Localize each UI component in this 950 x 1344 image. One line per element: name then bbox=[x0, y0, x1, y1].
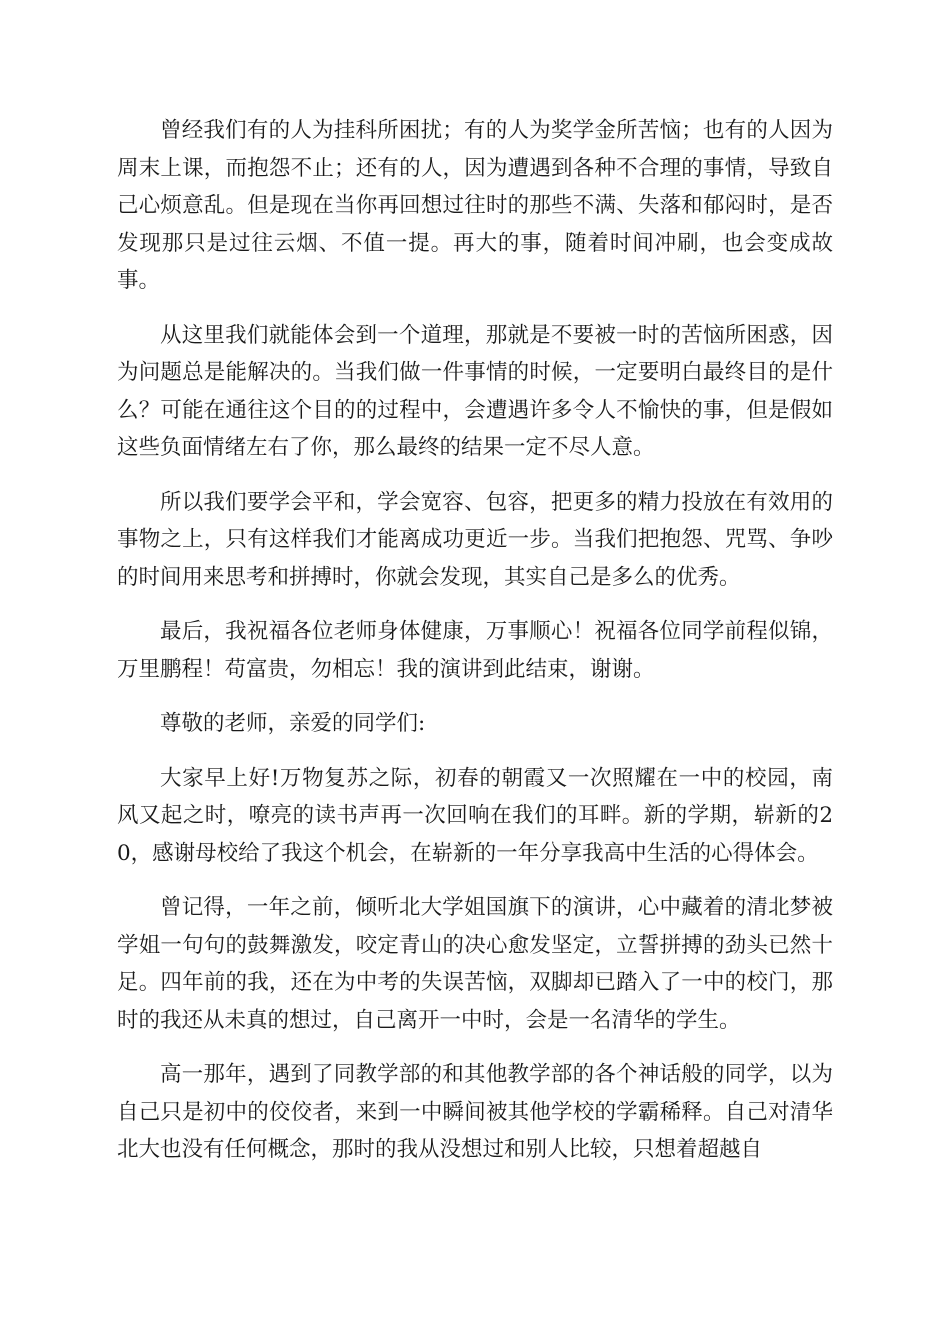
paragraph: 所以我们要学会平和，学会宽容、包容，把更多的精力投放在有效用的事物之上，只有这样我们才能离成功更近一步。当我们把抱怨、咒骂、争吵的时间用来思考和拼搏时，你就会发现，其实自己是多么的优秀。 bbox=[117, 489, 833, 590]
paragraph: 曾经我们有的人为挂科所困扰；有的人为奖学金所苦恼；也有的人因为周末上课，而抱怨不止；还有的人，因为遭遇到各种不合理的事情，导致自己心烦意乱。但是现在当你再回想过往时的那些不满、失落和郁闷时，是否发现那只是过往云烟、不值一提。再大的事，随着时间冲刷，也会变成故事。 bbox=[117, 118, 833, 293]
paragraph: 最后，我祝福各位老师身体健康，万事顺心！祝福各位同学前程似锦，万里鹏程！苟富贵，勿相忘！我的演讲到此结束，谢谢。 bbox=[117, 619, 833, 682]
document-body bbox=[117, 112, 833, 1186]
paragraph: 大家早上好!万物复苏之际，初春的朝霞又一次照耀在一中的校园，南风又起之时，嘹亮的读书声再一次回响在我们的耳畔。新的学期，崭新的20，感谢母校给了我这个机会，在崭新的一年分享我高中生活的心得体会。 bbox=[117, 765, 833, 866]
paragraph: 曾记得，一年之前，倾听北大学姐国旗下的演讲，心中藏着的清北梦被学姐一句句的鼓舞激发，咬定青山的决心愈发坚定，立誓拼搏的劲头已然十足。四年前的我，还在为中考的失误苦恼，双脚却已踏入了一中的校门，那时的我还从未真的想过，自己离开一中时，会是一名清华的学生。 bbox=[117, 895, 833, 1033]
paragraph: 高一那年，遇到了同教学部的和其他教学部的各个神话般的同学，以为自己只是初中的佼佼者，来到一中瞬间被其他学校的学霸稀释。自己对清华北大也没有任何概念，那时的我从没想过和别人比较，只想着超越自 bbox=[117, 1062, 833, 1162]
salutation: 尊敬的老师，亲爱的同学们: bbox=[160, 711, 426, 736]
paragraph: 从这里我们就能体会到一个道理，那就是不要被一时的苦恼所困惑，因为问题总是能解决的。当我们做一件事情的时候，一定要明白最终目的是什么？可能在通往这个目的的过程中，会遭遇许多令人不愉快的事，但是假如这些负面情绪左右了你，那么最终的结果一定不尽人意。 bbox=[117, 322, 833, 460]
